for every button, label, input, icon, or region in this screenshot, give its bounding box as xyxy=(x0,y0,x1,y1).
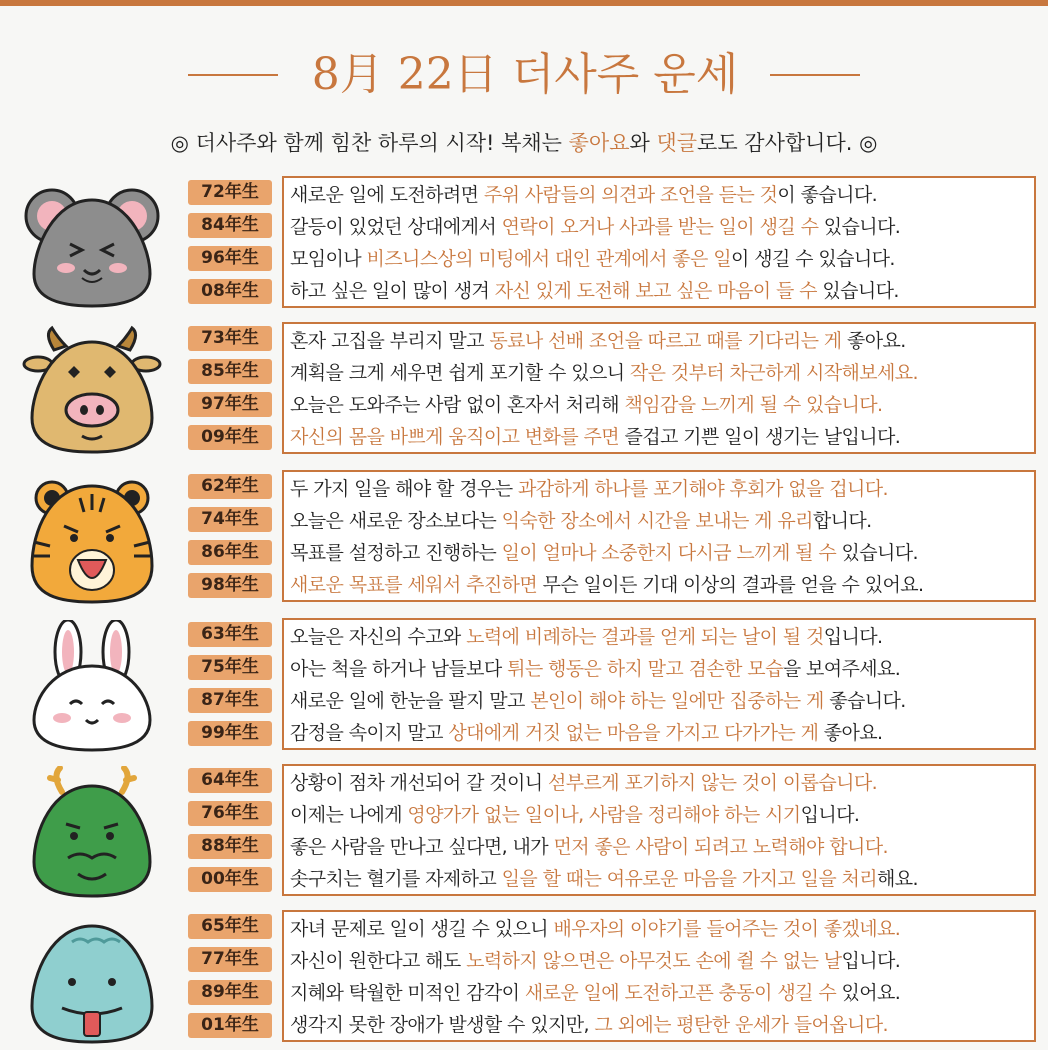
highlight-text: 작은 것부터 차근하게 시작해보세요. xyxy=(629,362,918,384)
birth-year-badge: 62年生 xyxy=(188,474,272,499)
fortune-line xyxy=(290,653,1034,685)
highlight-text: 배우자의 이야기를 들어주는 것이 좋겠네요. xyxy=(553,918,901,940)
birth-year-badge: 98年生 xyxy=(188,573,272,598)
body-text: 좋습니다. xyxy=(823,690,906,712)
birth-year-list xyxy=(188,326,274,458)
fortune-line xyxy=(290,913,1034,945)
body-text: 입니다. xyxy=(800,804,860,826)
body-text: 있어요. xyxy=(836,982,901,1004)
fortune-section xyxy=(0,176,1048,314)
fortune-line xyxy=(290,977,1034,1009)
highlight-text: 익숙한 장소에서 시간을 보내는 게 유리 xyxy=(501,510,813,532)
subtitle-mid: 와 xyxy=(629,131,657,155)
birth-year-badge: 74年生 xyxy=(188,507,272,532)
dragon-icon xyxy=(22,766,162,900)
body-text: 하고 싶은 일이 많이 생겨 xyxy=(290,280,495,302)
birth-year-badge: 00年生 xyxy=(188,867,272,892)
title-rule-right xyxy=(770,74,860,76)
birth-year-badge: 99年生 xyxy=(188,721,272,746)
highlight-text: 일을 할 때는 여유로운 마음을 가지고 일을 처리 xyxy=(501,868,878,890)
fortune-line xyxy=(290,211,1034,243)
body-text: 있습니다. xyxy=(816,280,899,302)
fortune-line xyxy=(290,357,1034,389)
highlight-text: 연락이 오거나 사과를 받는 일이 생길 수 xyxy=(501,216,819,238)
birth-year-badge: 76年生 xyxy=(188,801,272,826)
body-text: 이 좋습니다. xyxy=(777,184,878,206)
birth-year-badge: 87年生 xyxy=(188,688,272,713)
birth-year-badge: 86年生 xyxy=(188,540,272,565)
body-text: 있습니다. xyxy=(818,216,901,238)
birth-year-list xyxy=(188,180,274,312)
top-border xyxy=(0,0,1048,6)
fortune-line xyxy=(290,389,1034,421)
fortune-section xyxy=(0,618,1048,756)
highlight-text: 새로운 일에 도전하고픈 충동이 생길 수 xyxy=(524,982,837,1004)
body-text: 갈등이 있었던 상대에게서 xyxy=(290,216,502,238)
highlight-text: 노력에 비례하는 결과를 얻게 되는 날이 될 것 xyxy=(466,626,824,648)
fortune-line xyxy=(290,473,1034,505)
body-text: 새로운 일에 한눈을 팔지 말고 xyxy=(290,690,531,712)
body-text: 혼자 고집을 부리지 말고 xyxy=(290,330,490,352)
fortune-line xyxy=(290,767,1034,799)
body-text: 해요. xyxy=(877,868,918,890)
body-text: 솟구치는 혈기를 자제하고 xyxy=(290,868,502,890)
fortune-line xyxy=(290,179,1034,211)
tiger-icon xyxy=(22,472,162,606)
body-text: 즐겁고 기쁜 일이 생기는 날입니다. xyxy=(619,426,901,448)
rabbit-icon xyxy=(22,620,162,754)
highlight-text: 본인이 해야 하는 일에만 집중하는 게 xyxy=(530,690,824,712)
birth-year-badge: 64年生 xyxy=(188,768,272,793)
snake-icon xyxy=(22,912,162,1046)
birth-year-list xyxy=(188,914,274,1046)
fortune-line xyxy=(290,1009,1034,1041)
body-text: 계획을 크게 세우면 쉽게 포기할 수 있으니 xyxy=(290,362,630,384)
fortune-line xyxy=(290,325,1034,357)
highlight-text: 과감하게 하나를 포기해야 후회가 없을 겁니다. xyxy=(517,478,888,500)
birth-year-list xyxy=(188,622,274,754)
fortune-line xyxy=(290,537,1034,569)
subtitle-comment: 댓글 xyxy=(656,131,698,155)
highlight-text: 비즈니스상의 미팅에서 대인 관계에서 좋은 일 xyxy=(366,248,731,270)
subtitle-prefix: ◎ 더사주와 함께 힘찬 하루의 시작! 복채는 xyxy=(170,131,569,155)
body-text: 입니다. xyxy=(823,626,883,648)
fortune-text-box xyxy=(282,470,1036,602)
body-text: 자녀 문제로 일이 생길 수 있으니 xyxy=(290,918,554,940)
highlight-text: 노력하지 않으면은 아무것도 손에 쥘 수 없는 날 xyxy=(466,950,842,972)
highlight-text: 주위 사람들의 의견과 조언을 듣는 것 xyxy=(483,184,778,206)
body-text: 아는 척을 하거나 남들보다 xyxy=(290,658,508,680)
birth-year-badge: 97年生 xyxy=(188,392,272,417)
ox-icon xyxy=(22,324,162,458)
body-text: 자신이 원한다고 해도 xyxy=(290,950,467,972)
birth-year-badge: 01年生 xyxy=(188,1013,272,1038)
body-text: 상황이 점차 개선되어 갈 것이니 xyxy=(290,772,549,794)
body-text: 오늘은 도와주는 사람 없이 혼자서 처리해 xyxy=(290,394,625,416)
fortune-line xyxy=(290,621,1034,653)
highlight-text: 영양가가 없는 일이나, 사람을 정리해야 하는 시기 xyxy=(407,804,801,826)
subtitle-suffix: 로도 감사합니다. ◎ xyxy=(697,131,878,155)
body-text: 무슨 일이든 기대 이상의 결과를 얻을 수 있어요. xyxy=(537,574,924,596)
highlight-text: 동료나 선배 조언을 따르고 때를 기다리는 게 xyxy=(489,330,842,352)
body-text: 좋아요. xyxy=(841,330,906,352)
body-text: 좋은 사람을 만나고 싶다면, 내가 xyxy=(290,836,554,858)
fortune-line xyxy=(290,945,1034,977)
highlight-text: 상대에게 거짓 없는 마음을 가지고 다가가는 게 xyxy=(448,722,819,744)
subtitle-like: 좋아요 xyxy=(568,131,630,155)
body-text: 합니다. xyxy=(812,510,872,532)
highlight-text: 자신 있게 도전해 보고 싶은 마음이 들 수 xyxy=(494,280,817,302)
fortune-text-box xyxy=(282,764,1036,896)
body-text: 오늘은 새로운 장소보다는 xyxy=(290,510,502,532)
fortune-line xyxy=(290,799,1034,831)
body-text: 두 가지 일을 해야 할 경우는 xyxy=(290,478,518,500)
body-text: 오늘은 자신의 수고와 xyxy=(290,626,467,648)
birth-year-badge: 72年生 xyxy=(188,180,272,205)
birth-year-badge: 89年生 xyxy=(188,980,272,1005)
highlight-text: 튀는 행동은 하지 말고 겸손한 모습 xyxy=(507,658,783,680)
subtitle xyxy=(0,128,1048,158)
fortune-text-box xyxy=(282,176,1036,308)
fortune-section xyxy=(0,764,1048,902)
birth-year-badge: 09年生 xyxy=(188,425,272,450)
birth-year-list xyxy=(188,474,274,606)
birth-year-badge: 96年生 xyxy=(188,246,272,271)
birth-year-badge: 63年生 xyxy=(188,622,272,647)
title-rule-left xyxy=(188,74,278,76)
highlight-text: 자신의 몸을 바쁘게 움직이고 변화를 주면 xyxy=(290,426,620,448)
fortune-line xyxy=(290,421,1034,453)
body-text: 있습니다. xyxy=(836,542,918,564)
birth-year-badge: 75年生 xyxy=(188,655,272,680)
header xyxy=(0,46,1048,106)
highlight-text: 일이 얼마나 소중한지 다시금 느끼게 될 수 xyxy=(501,542,837,564)
fortune-line xyxy=(290,831,1034,863)
fortune-line xyxy=(290,863,1034,895)
body-text: 모임이나 xyxy=(290,248,367,270)
birth-year-list xyxy=(188,768,274,900)
fortune-line xyxy=(290,505,1034,537)
birth-year-badge: 85年生 xyxy=(188,359,272,384)
fortune-section xyxy=(0,322,1048,460)
fortune-line xyxy=(290,717,1034,749)
fortune-text-box xyxy=(282,910,1036,1042)
fortune-line xyxy=(290,275,1034,307)
body-text: 입니다. xyxy=(841,950,901,972)
body-text: 좋아요. xyxy=(818,722,883,744)
fortune-line xyxy=(290,685,1034,717)
body-text: 생각지 못한 장애가 발생할 수 있지만, xyxy=(290,1014,595,1036)
body-text: 지혜와 탁월한 미적인 감각이 xyxy=(290,982,525,1004)
highlight-text: 먼저 좋은 사람이 되려고 노력해야 합니다. xyxy=(553,836,888,858)
fortune-section xyxy=(0,910,1048,1048)
body-text: 이 생길 수 있습니다. xyxy=(731,248,895,270)
highlight-text: 새로운 목표를 세워서 추진하면 xyxy=(290,574,538,596)
body-text: 이제는 나에게 xyxy=(290,804,408,826)
birth-year-badge: 08年生 xyxy=(188,279,272,304)
fortune-line xyxy=(290,243,1034,275)
fortune-section xyxy=(0,470,1048,608)
fortune-text-box xyxy=(282,618,1036,750)
rat-icon xyxy=(22,178,162,312)
fortune-text-box xyxy=(282,322,1036,454)
body-text: 을 보여주세요. xyxy=(782,658,901,680)
body-text: 목표를 설정하고 진행하는 xyxy=(290,542,502,564)
birth-year-badge: 88年生 xyxy=(188,834,272,859)
birth-year-badge: 77年生 xyxy=(188,947,272,972)
birth-year-badge: 84年生 xyxy=(188,213,272,238)
highlight-text: 섣부르게 포기하지 않는 것이 이롭습니다. xyxy=(548,772,878,794)
page-title: 8月 22日 더사주 운세 xyxy=(311,49,739,100)
birth-year-badge: 65年生 xyxy=(188,914,272,939)
fortune-line xyxy=(290,569,1034,601)
body-text: 감정을 속이지 말고 xyxy=(290,722,449,744)
birth-year-badge: 73年生 xyxy=(188,326,272,351)
body-text: 새로운 일에 도전하려면 xyxy=(290,184,484,206)
highlight-text: 책임감을 느끼게 될 수 있습니다. xyxy=(624,394,883,416)
highlight-text: 그 외에는 평탄한 운세가 들어옵니다. xyxy=(594,1014,888,1036)
